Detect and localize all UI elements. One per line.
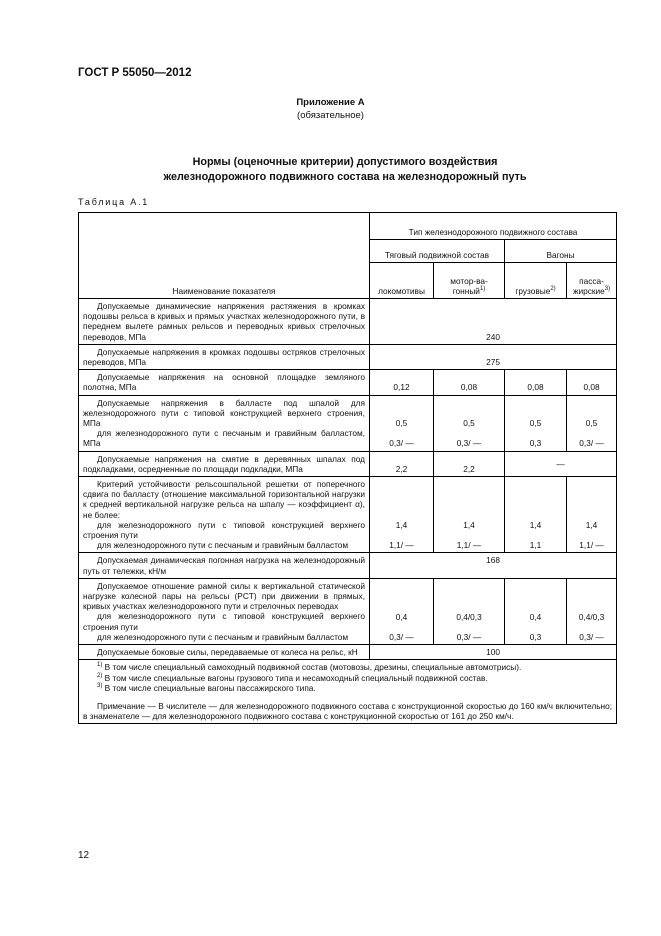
- table-row: [79, 344, 617, 369]
- header-row-1: [79, 213, 617, 240]
- norms-table: [78, 212, 617, 724]
- row-6-sub-2: для железнодорожного пути с песчаным и гравийным балластом: [97, 540, 349, 551]
- col-type-header: Тип железнодорожного подвижного состава: [370, 213, 617, 240]
- row-8-sub-1: для железнодорожного пути с типовой конструкцией верхнего строения пути: [83, 611, 365, 632]
- row-8-pass-a: 0,4/0,3: [578, 611, 605, 622]
- row-8-sub-2: для железнодорожного пути с песчаным и гравийным балластом: [97, 631, 349, 642]
- col-motor-sup: 1): [479, 286, 486, 293]
- row-6-motor-b: 1,1/ —: [456, 540, 482, 551]
- row-3-pass: 0,08: [567, 370, 617, 395]
- col-freight-label: грузовые: [515, 285, 551, 296]
- footnote-2: [83, 673, 612, 683]
- row-8-loco-b: 0,3/ —: [389, 631, 414, 642]
- col-motor-header: [434, 263, 505, 299]
- row-4-pass-b: 0,3/ —: [579, 438, 604, 449]
- row-4-freight-a: 0,5: [529, 418, 542, 429]
- row-8-freight: [505, 578, 567, 644]
- row-8-pass: [567, 578, 617, 644]
- group-wagons-header: Вагоны: [505, 240, 617, 263]
- appendix-subtitle: (обязательное): [297, 110, 364, 121]
- row-4-motor-a: 0,5: [463, 418, 475, 429]
- table-row: [79, 299, 617, 345]
- row-3-freight: 0,08: [505, 370, 567, 395]
- table-row: [79, 370, 617, 395]
- row-6-sub-1: для железнодорожного пути с типовой конструкцией верхнего строения пути: [83, 519, 365, 541]
- title-line-2: железнодорожного подвижного состава на железнодорожный путь: [163, 171, 527, 183]
- col-motor-line1: мотор-ва-: [450, 275, 488, 286]
- table-note: Примечание — В числителе — для железнодорожного подвижного состава с конструкционной скоростью до 160 км/ч включительно; в знаменателе — для железнодорожного подвижного состава с конструкционной скоростью от 161 до 250 км/ч.: [83, 700, 613, 722]
- row-8-pass-b: 0,3/ —: [579, 631, 604, 642]
- row-8-motor-a: 0,4/0,3: [456, 611, 482, 622]
- footnote-3-mark: 3): [97, 682, 103, 689]
- table-row: [79, 578, 617, 644]
- row-6-pass-a: 1,4: [585, 520, 598, 531]
- row-6-main: Критерий устойчивости рельсошпальной решетки от поперечного сдвига по балласту (отношение максимальной горизонтальной нагрузки к средней вертикальной нагрузке рельса на шпалу — коэффициент α), не более:: [83, 479, 365, 520]
- row-7-name: Допускаемая динамическая погонная нагрузка на железнодорожный путь от тележки, кН/м: [79, 553, 370, 578]
- row-6-motor-a: 1,4: [463, 520, 475, 531]
- row-5-wagons: —: [505, 451, 617, 476]
- footnote-3: [83, 683, 612, 693]
- row-4-freight: [505, 395, 567, 451]
- col-name-header: Наименование показателя: [79, 213, 370, 299]
- row-6-pass: [567, 477, 617, 553]
- col-pass-line1: пасса-: [579, 275, 604, 286]
- footnote-1-text: В том числе специальный самоходный подвижной состав (мотовозы, дрезины, специальные автомотрисы).: [104, 662, 522, 673]
- row-6-loco-a: 1,4: [395, 520, 408, 531]
- row-9-value: 100: [370, 645, 617, 660]
- footnote-1-mark: 1): [97, 662, 103, 669]
- row-1-name: Допускаемые динамические напряжения растяжения в кромках подошвы рельса в кривых и прямых участках железнодорожного пути, в переднем вылете рамных рельсов и переводных кривых стрелочных переводов, МПа: [79, 299, 370, 345]
- table-row: [79, 645, 617, 660]
- appendix-title: Приложение А: [296, 97, 365, 108]
- col-pass-header: [567, 263, 617, 299]
- row-4-pass-a: 0,5: [585, 418, 598, 429]
- document-header: ГОСТ Р 55050—2012: [78, 67, 192, 79]
- row-9-name: Допускаемые боковые силы, передаваемые от колеса на рельс, кН: [79, 645, 370, 660]
- row-6-motor: [434, 477, 505, 553]
- row-8-main: Допускаемое отношение рамной силы к вертикальной статической нагрузке колесной пары на рельсы (PCT) при движении в прямых, кривых участках железнодорожного пути и стрелочных переводах: [83, 580, 365, 612]
- row-6-freight-b: 1,1: [529, 540, 542, 551]
- table-row: [79, 451, 617, 476]
- table-row: [79, 477, 617, 553]
- row-5-name: Допускаемые напряжения на смятие в деревянных шпалах под подкладками, осредненные по площади подкладки, МПа: [79, 451, 370, 476]
- table-row: [79, 395, 617, 451]
- row-8-motor-b: 0,3/ —: [456, 631, 482, 642]
- col-motor-line2: гонный: [452, 285, 480, 296]
- row-5-motor: 2,2: [434, 451, 505, 476]
- row-6-freight: [505, 477, 567, 553]
- footnote-1: [83, 662, 612, 672]
- row-8-freight-a: 0,4: [529, 611, 542, 622]
- row-8-motor: [434, 578, 505, 644]
- row-6-name: [79, 477, 370, 553]
- row-4-loco-b: 0,3/ —: [389, 438, 414, 449]
- group-traction-header: Тяговый подвижной состав: [370, 240, 505, 263]
- row-6-pass-b: 1,1/ —: [579, 540, 604, 551]
- row-8-loco-a: 0,4: [395, 611, 408, 622]
- row-2-name: Допускаемые напряжения в кромках подошвы остряков стрелочных переводов, МПа: [79, 344, 370, 369]
- row-2-value: 275: [370, 344, 617, 369]
- document-title: [120, 155, 570, 185]
- col-freight-header: [505, 263, 567, 299]
- row-4-pass: [567, 395, 617, 451]
- row-3-name: Допускаемые напряжения на основной площадке земляного полотна, МПа: [79, 370, 370, 395]
- row-6-freight-a: 1,4: [529, 520, 542, 531]
- row-4-freight-b: 0,3: [529, 438, 542, 449]
- row-4-main: Допускаемые напряжения в балласте под шпалой для железнодорожного пути с типовой конструкцией верхнего строения, МПа: [83, 397, 365, 429]
- footnotes-row: [79, 660, 617, 724]
- row-4-loco: [370, 395, 434, 451]
- col-pass-line2: жирские: [572, 285, 605, 296]
- page-number: 12: [78, 850, 90, 861]
- row-7-value: 168: [370, 553, 617, 578]
- row-8-freight-b: 0,3: [529, 631, 542, 642]
- row-5-loco: 2,2: [370, 451, 434, 476]
- row-4-name: [79, 395, 370, 451]
- row-8-name: [79, 578, 370, 644]
- row-6-loco-b: 1,1/ —: [389, 540, 414, 551]
- row-4-motor: [434, 395, 505, 451]
- row-4-sub: для железнодорожного пути с песчаным и гравийным балластом, МПа: [83, 428, 365, 449]
- table-row: [79, 553, 617, 578]
- col-loco-header: локомотивы: [370, 263, 434, 299]
- row-4-motor-b: 0,3/ —: [456, 438, 482, 449]
- row-3-loco: 0,12: [370, 370, 434, 395]
- row-1-value: 240: [370, 299, 617, 345]
- row-8-loco: [370, 578, 434, 644]
- row-6-loco: [370, 477, 434, 553]
- col-freight-sup: 2): [550, 286, 556, 293]
- col-pass-sup: 3): [604, 286, 611, 293]
- row-4-loco-a: 0,5: [395, 418, 408, 429]
- footnote-3-text: В том числе специальные вагоны пассажирского типа.: [104, 682, 316, 693]
- footnote-2-text: В том числе специальные вагоны грузового типа и несамоходный специальный подвижной состав.: [104, 672, 488, 683]
- title-line-1: Нормы (оценочные критерии) допустимого воздействия: [192, 156, 498, 168]
- table-label: Таблица А.1: [78, 197, 150, 207]
- footnote-2-mark: 2): [97, 672, 103, 679]
- row-3-motor: 0,08: [434, 370, 505, 395]
- footnotes-cell: [79, 660, 617, 724]
